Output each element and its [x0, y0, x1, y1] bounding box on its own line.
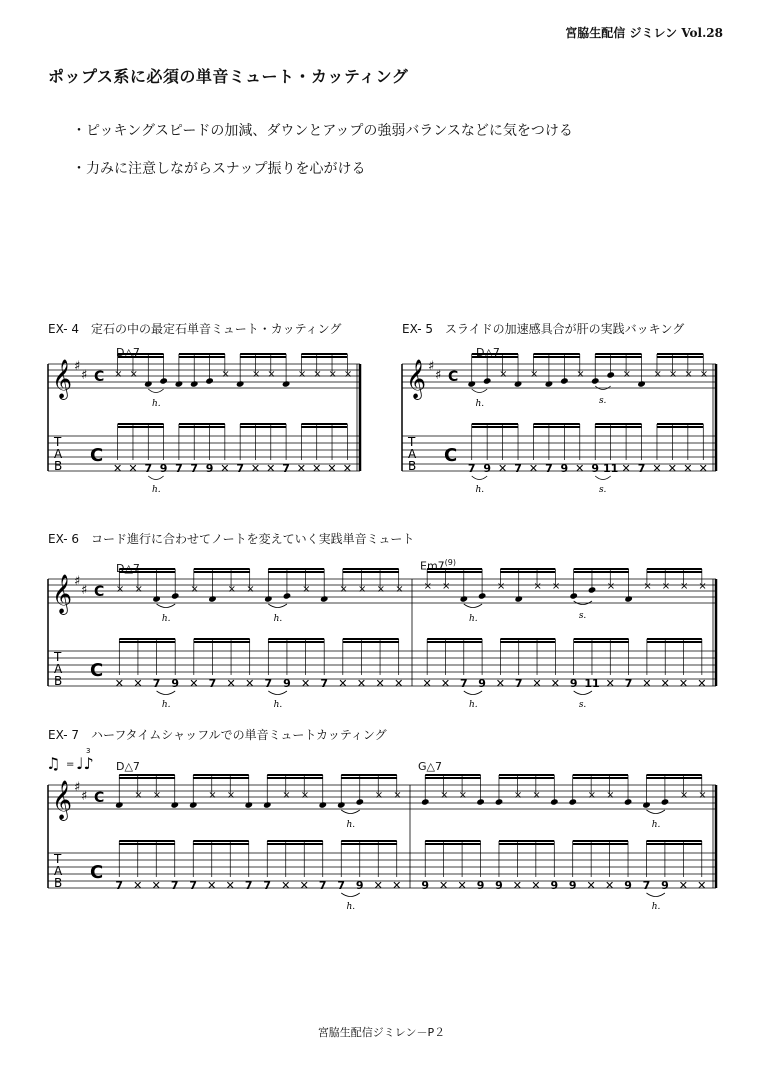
ex6-m1-tab-fret: 9	[283, 677, 291, 690]
ex4-note-head	[205, 377, 214, 384]
ex5-mute-note: ×	[576, 369, 585, 380]
ex6-m1-tab-fret: ✕	[338, 677, 348, 690]
ex5-tab-fret: ✕	[621, 462, 631, 475]
ex6-m1-mute-note: ×	[302, 584, 311, 595]
ex4-tab-fret: ✕	[296, 462, 307, 475]
ex7-m2-mute-note: ×	[698, 790, 707, 801]
ex7-m1-tie	[341, 810, 360, 814]
ex6-m1-note-head	[283, 592, 292, 599]
ex7-m2-tie	[646, 810, 664, 814]
ex5-treble-clef: 𝄞	[406, 359, 427, 399]
ex6-m1-tab-tech: h.	[273, 700, 283, 710]
ex7-m1-tab-fret: 7	[115, 879, 124, 892]
ex7-sharp-c: ♯	[81, 789, 88, 804]
ex5-tab-tech: s.	[598, 485, 607, 495]
ex7-chord-2: G△7	[418, 760, 442, 773]
ex6-m1-tie	[157, 604, 176, 608]
ex6-m1-mute-note: ×	[395, 584, 404, 595]
ex6-m1-tie	[268, 604, 287, 608]
ex5-note-head	[606, 371, 615, 378]
ex5-tab-fret: ✕	[667, 462, 678, 475]
ex4-tech: h.	[151, 399, 161, 409]
ex6-m2-mute-note: ×	[661, 581, 671, 592]
ex7-tab-letter: A	[54, 864, 63, 878]
ex5-mute-note: ×	[499, 369, 508, 380]
ex7-m1-tab-fret: ✕	[207, 879, 217, 892]
ex6-m2-tab-fret: ✕	[422, 677, 432, 690]
ex6-m2-note-head	[460, 595, 469, 602]
ex6-m2-tab-fret: 11	[584, 677, 600, 690]
ex4-tab-fret: ✕	[266, 462, 276, 475]
ex7-m2-mute-note: ×	[532, 790, 541, 801]
ex5-sharp-f: ♯	[428, 359, 435, 374]
ex6-chord-1: D△7	[116, 562, 140, 575]
ex6-treble-clef: 𝄞	[52, 574, 73, 614]
ex7-sharp-f: ♯	[74, 780, 81, 795]
ex6-chord-2: Em7$^{(9)}$	[420, 558, 457, 573]
ex4-tab-letter: B	[54, 459, 63, 473]
ex4-tab-fret: ✕	[342, 462, 352, 475]
ex4-mute-note: ×	[313, 369, 322, 380]
ex6-m1-mute-note: ×	[227, 584, 236, 595]
ex6-tab-time: C	[90, 660, 104, 681]
ex7-chord-1: D△7	[116, 760, 140, 773]
ex6-m1-tab-fret: ✕	[300, 677, 311, 690]
ex6-m1-note-head	[320, 595, 329, 602]
shuffle-triplet-icon: ♩♪	[76, 754, 94, 773]
ex7-m2-tab-fret: ✕	[678, 879, 688, 892]
ex6-m2-note-head	[478, 592, 487, 599]
ex7-m2-mute-note: ×	[679, 790, 689, 801]
ex6-m1-tab-fret: ✕	[394, 677, 404, 690]
ex7-m2-note-head	[624, 798, 633, 805]
ex6-tab-letter: A	[54, 662, 63, 676]
ex7-m1-tab-fret: ✕	[299, 879, 309, 892]
ex5-mute-note: ×	[622, 369, 631, 380]
ex5-time-sig: C	[448, 369, 459, 385]
ex7-m1-tab-tech: h.	[346, 902, 356, 912]
ex6-m2-note-head	[624, 595, 633, 602]
ex6-m1-tab-tie	[268, 691, 287, 695]
ex7-m2-tab-tech: h.	[651, 902, 661, 912]
ex4-mute-note: ×	[251, 369, 261, 380]
ex7-m2-mute-note: ×	[606, 790, 615, 801]
ex4-note-head	[236, 380, 245, 387]
ex7-m1-tab-fret: 7	[189, 879, 198, 892]
ex5-note-head	[483, 377, 492, 384]
ex4-tab-fret: 9	[159, 462, 168, 475]
ex6-m2-tie	[464, 604, 482, 608]
ex4-tab-fret: 7	[144, 462, 153, 475]
ex6-m1-tab-fret: 7	[264, 677, 273, 690]
ex7-m2-tab-fret: ✕	[457, 879, 467, 892]
ex4-mute-note: ×	[328, 369, 337, 380]
ex7-m2-tab-fret: 9	[624, 879, 632, 892]
ex5-tech: s.	[598, 396, 607, 406]
ex4-time-sig: C	[94, 369, 105, 385]
ex6-m1-mute-note: ×	[115, 584, 125, 595]
ex4-note-head	[159, 377, 168, 384]
ex5-tab-tie	[472, 476, 487, 480]
ex7-m1-mute-note: ×	[393, 790, 402, 801]
ex7-m1-tab-fret: ✕	[392, 879, 402, 892]
ex6-m1-tab-tie	[157, 691, 176, 695]
ex5-note-head	[514, 380, 523, 387]
ex7-m2-note-head	[568, 798, 577, 805]
ex5-tab-fret: ✕	[683, 462, 693, 475]
shuffle-equals: =	[66, 759, 75, 770]
ex7-m2-note-head	[661, 798, 670, 805]
ex7-m1-note-head	[115, 801, 124, 808]
ex7-m2-tab-fret: 9	[495, 879, 503, 892]
page-title: ポップス系に必須の単音ミュート・カッティング	[48, 67, 409, 86]
ex6-m1-mute-note: ×	[357, 584, 367, 595]
ex7-m1-note-head	[170, 801, 179, 808]
ex4-mute-note: ×	[297, 369, 307, 380]
ex7-m1-note-head	[355, 798, 364, 805]
ex7-m1-mute-note: ×	[374, 790, 384, 801]
ex7-label: EX- 7 ハーフタイムシャッフルでの単音ミュートカッティング	[48, 728, 387, 742]
ex7-m1-tab-fret: ✕	[133, 879, 143, 892]
ex5-tie	[472, 389, 487, 393]
ex5-mute-note: ×	[684, 369, 693, 380]
ex5-note-head	[560, 377, 569, 384]
ex4-treble-clef: 𝄞	[52, 359, 73, 399]
ex5-tab-fret: ✕	[528, 462, 539, 475]
ex5-tab-fret: 7	[637, 462, 646, 475]
ex7-treble-clef: 𝄞	[52, 780, 73, 820]
ex6-m1-note-head	[171, 592, 180, 599]
series-header: 宮脇生配信 ジミレン Vol.28	[565, 26, 723, 40]
ex7-m1-tab-fret: 7	[263, 879, 272, 892]
ex4-tab-time: C	[90, 445, 104, 466]
ex5-tab-letter: A	[408, 447, 417, 461]
ex6-m2-note-head	[588, 586, 597, 593]
ex6-m1-tab-tech: h.	[161, 700, 171, 710]
ex5-tab-fret: ✕	[497, 462, 508, 475]
ex7-m2-tab-fret: ✕	[531, 879, 541, 892]
ex4-note-head	[282, 380, 291, 387]
ex7-m1-note-head	[318, 801, 327, 808]
ex6-tab-letter: B	[54, 674, 63, 688]
ex6-m1-mute-note: ×	[190, 584, 199, 595]
ex4-mute-note: ×	[114, 369, 123, 380]
ex7-m1-note-head	[337, 801, 346, 808]
ex6-m2-tab-fret: 7	[459, 677, 468, 690]
ex6-m2-mute-note: ×	[551, 581, 561, 592]
ex5-tab-fret: 9	[560, 462, 569, 475]
ex5-note-head	[545, 380, 554, 387]
ex4-tie	[148, 389, 163, 393]
ex7-m1-mute-note: ×	[300, 790, 310, 801]
ex4-sharp-f: ♯	[74, 359, 81, 374]
ex6-sharp-f: ♯	[74, 574, 81, 589]
ex5-tab-letter: B	[408, 459, 417, 473]
ex7-m1-tab-fret: ✕	[225, 879, 235, 892]
ex6-m1-mute-note: ×	[246, 584, 255, 595]
ex4-mute-note: ×	[267, 369, 276, 380]
ex5-tab-letter: T	[408, 435, 416, 449]
ex6-m2-mute-note: ×	[606, 581, 616, 592]
ex4-tab-fret: 7	[190, 462, 199, 475]
ex4-mute-note: ×	[343, 369, 353, 380]
ex5-note-head	[637, 380, 646, 387]
ex4-tab-tie	[148, 476, 163, 480]
ex7-m1-tab-fret: ✕	[151, 879, 161, 892]
page-footer: 宮脇生配信ジミレン－P２	[317, 1026, 446, 1039]
ex7-m1-note-head	[189, 801, 198, 808]
ex4-label: EX- 4 定石の中の最定石単音ミュート・カッティング	[48, 322, 342, 336]
ex4-tab-fret: ✕	[128, 462, 138, 475]
ex7-m2-tab-fret: 9	[550, 879, 559, 892]
ex5-tab-fret: ✕	[652, 462, 662, 475]
ex4-tab-fret: 7	[236, 462, 244, 475]
ex4-mute-note: ×	[221, 369, 230, 380]
ex4-chord: D△7	[116, 346, 140, 359]
ex5-tab-fret: 7	[467, 462, 476, 475]
ex7-tab-time: C	[90, 862, 104, 883]
ex6-m2-tab-fret: 9	[569, 677, 578, 690]
ex5-tab-fret: 7	[545, 462, 553, 475]
ex7-m1-tab-fret: 9	[355, 879, 364, 892]
ex6-m2-tab-tech: s.	[578, 700, 587, 710]
ex5-tab-fret: 11	[603, 462, 619, 475]
ex4-tab-tech: h.	[151, 485, 161, 495]
ex7-m1-tech: h.	[346, 820, 356, 830]
ex5-tab-time: C	[444, 445, 458, 466]
ex6-m2-note-head	[569, 592, 578, 599]
ex5-note-head	[467, 380, 476, 387]
ex7-m2-note-head	[495, 798, 504, 805]
ex7-m2-note-head	[476, 798, 485, 805]
ex4-note-head	[175, 380, 184, 387]
ex5-mute-note: ×	[529, 369, 539, 380]
ex6-m2-tab-fret: ✕	[605, 677, 615, 690]
ex7-m1-mute-note: ×	[134, 790, 143, 801]
ex4-tab-fret: ✕	[250, 462, 261, 475]
ex7-m2-tab-fret: 9	[568, 879, 577, 892]
ex6-m2-tech: h.	[468, 614, 478, 624]
ex6-m2-tab-tie	[574, 691, 592, 695]
ex5-mute-note: ×	[668, 369, 678, 380]
ex6-label: EX- 6 コード進行に合わせてノートを変えていく実践単音ミュート	[48, 532, 415, 546]
ex6-m2-tab-tech: h.	[468, 700, 478, 710]
ex6-m1-tech: h.	[161, 614, 171, 624]
ex7-m1-tab-tie	[341, 893, 360, 897]
ex5-sharp-c: ♯	[435, 368, 442, 383]
ex6-m1-tab-fret: 7	[320, 677, 329, 690]
ex6-m2-mute-note: ×	[533, 581, 542, 592]
ex7-m1-tab-fret: 7	[170, 879, 179, 892]
ex5-tab-fret: ✕	[575, 462, 585, 475]
ex5-tab-fret: 9	[483, 462, 491, 475]
ex7-m2-tab-fret: ✕	[586, 879, 596, 892]
ex6-m1-tab-fret: ✕	[356, 677, 367, 690]
ex6-m2-tab-fret: ✕	[495, 677, 506, 690]
ex7-m1-mute-note: ×	[208, 790, 217, 801]
ex4-tab-fret: 7	[175, 462, 183, 475]
ex6-m2-mute-note: ×	[643, 581, 652, 592]
ex5-tab-fret: 7	[514, 462, 522, 475]
ex4-note-head	[144, 380, 153, 387]
ex6-m1-tech: h.	[273, 614, 283, 624]
ex7-m2-mute-note: ×	[440, 790, 449, 801]
ex5-tab-fret: ✕	[698, 462, 708, 475]
ex6-m2-tab-fret: ✕	[550, 677, 560, 690]
shuffle-eighths-icon: ♫	[46, 754, 61, 773]
ex4-tab-fret: ✕	[327, 462, 337, 475]
ex5-tab-tie	[595, 476, 610, 480]
ex5-chord: D△7	[476, 346, 500, 359]
ex6-m2-tab-fret: ✕	[440, 677, 451, 690]
ex5-tab-tech: h.	[475, 485, 485, 495]
ex6-m2-mute-note: ×	[496, 581, 506, 592]
ex4-tab-fret: ✕	[113, 462, 123, 475]
ex7-m2-tech: h.	[651, 820, 661, 830]
ex6-m1-tab-fret: ✕	[114, 677, 124, 690]
ex4-tab-letter: T	[54, 435, 62, 449]
ex7-m2-tab-fret: ✕	[697, 879, 707, 892]
ex6-m1-mute-note: ×	[339, 584, 348, 595]
ex7-time-sig: C	[94, 790, 105, 806]
ex6-m1-mute-note: ×	[134, 584, 143, 595]
ex7-tab-letter: B	[54, 876, 63, 890]
ex6-m1-tab-fret: 7	[208, 677, 217, 690]
ex5-tech: h.	[475, 399, 485, 409]
ex6-m2-tab-fret: ✕	[660, 677, 670, 690]
ex6-m2-tab-fret: ✕	[532, 677, 542, 690]
bullet-2: ・力みに注意しながらスナップ振りを心がける	[72, 161, 366, 177]
ex6-m2-tab-fret: ✕	[642, 677, 652, 690]
ex6-m2-tab-fret: 7	[514, 677, 523, 690]
ex7-m1-mute-note: ×	[226, 790, 236, 801]
ex7-m2-mute-note: ×	[587, 790, 597, 801]
ex6-sharp-c: ♯	[81, 583, 88, 598]
system-ex6	[0, 555, 763, 725]
ex4-tab-fret: ✕	[220, 462, 230, 475]
ex7-m2-mute-note: ×	[513, 790, 523, 801]
ex7-m1-tab-fret: 7	[337, 879, 346, 892]
shuffle-triplet-number: 3	[86, 747, 91, 755]
ex6-m1-note-head	[152, 595, 161, 602]
ex7-tab-letter: T	[54, 852, 62, 866]
system-ex7	[0, 745, 763, 925]
ex6-m1-tab-fret: ✕	[375, 677, 385, 690]
ex5-mute-note: ×	[699, 369, 709, 380]
ex6-m1-tab-fret: 7	[152, 677, 161, 690]
ex6-m1-tab-fret: ✕	[133, 677, 143, 690]
ex7-m1-mute-note: ×	[152, 790, 162, 801]
ex7-m2-tab-fret: 9	[476, 879, 485, 892]
ex4-tab-fret: ✕	[312, 462, 322, 475]
ex6-m1-note-head	[264, 595, 273, 602]
ex6-m2-mute-note: ×	[441, 581, 451, 592]
ex6-m2-tab-tie	[464, 691, 482, 695]
ex7-m2-mute-note: ×	[458, 790, 467, 801]
ex6-m2-mute-note: ×	[423, 581, 433, 592]
ex7-m2-tab-tie	[646, 893, 664, 897]
ex7-m1-mute-note: ×	[282, 790, 291, 801]
ex6-m1-tab-fret: ✕	[226, 677, 236, 690]
ex7-m2-tab-fret: 7	[642, 879, 651, 892]
ex6-m1-note-head	[208, 595, 217, 602]
ex4-mute-note: ×	[129, 369, 138, 380]
ex4-sharp-c: ♯	[81, 368, 88, 383]
ex6-m2-mute-note: ×	[680, 581, 689, 592]
ex7-m2-tab-fret: ✕	[604, 879, 615, 892]
ex7-m1-tab-fret: 7	[244, 879, 253, 892]
ex6-m1-tab-fret: ✕	[189, 677, 199, 690]
ex5-label: EX- 5 スライドの加速感具合が肝の実践バッキング	[402, 322, 685, 336]
ex6-m2-note-head	[514, 595, 523, 602]
ex7-m2-note-head	[421, 798, 430, 805]
ex6-time-sig: C	[94, 584, 105, 600]
ex6-m1-tab-fret: 9	[171, 677, 180, 690]
ex6-m1-mute-note: ×	[376, 584, 385, 595]
ex6-tab-letter: T	[54, 650, 62, 664]
ex4-note-head	[190, 380, 199, 387]
ex4-tab-fret: 7	[282, 462, 290, 475]
ex7-m1-tab-fret: 7	[318, 879, 327, 892]
ex7-m2-tab-fret: 9	[661, 879, 669, 892]
ex7-m1-note-head	[244, 801, 253, 808]
system-ex4-ex5	[0, 340, 763, 540]
ex6-m2-tab-fret: 7	[624, 677, 633, 690]
ex7-m1-tab-fret: ✕	[373, 879, 383, 892]
ex7-m2-tab-fret: ✕	[439, 879, 449, 892]
ex6-m2-tab-fret: 9	[478, 677, 486, 690]
ex7-m1-tab-fret: ✕	[281, 879, 291, 892]
ex6-m2-tab-fret: ✕	[678, 677, 689, 690]
ex6-m2-mute-note: ×	[698, 581, 707, 592]
ex4-tab-letter: A	[54, 447, 63, 461]
ex7-m2-tab-fret: 9	[421, 879, 430, 892]
ex4-tab-fret: 9	[205, 462, 214, 475]
ex6-m2-tab-fret: ✕	[697, 677, 707, 690]
ex7-m2-note-head	[642, 801, 651, 808]
ex7-m2-tab-fret: ✕	[512, 879, 523, 892]
ex6-m1-tab-fret: ✕	[245, 677, 255, 690]
ex7-m1-note-head	[263, 801, 272, 808]
ex5-mute-note: ×	[653, 369, 662, 380]
ex5-note-head	[591, 377, 600, 384]
ex5-tab-fret: 9	[591, 462, 600, 475]
bullet-1: ・ピッキングスピードの加減、ダウンとアップの強弱バランスなどに気をつける	[72, 123, 573, 139]
ex6-m2-tech: s.	[578, 611, 587, 621]
ex7-m2-note-head	[550, 798, 559, 805]
